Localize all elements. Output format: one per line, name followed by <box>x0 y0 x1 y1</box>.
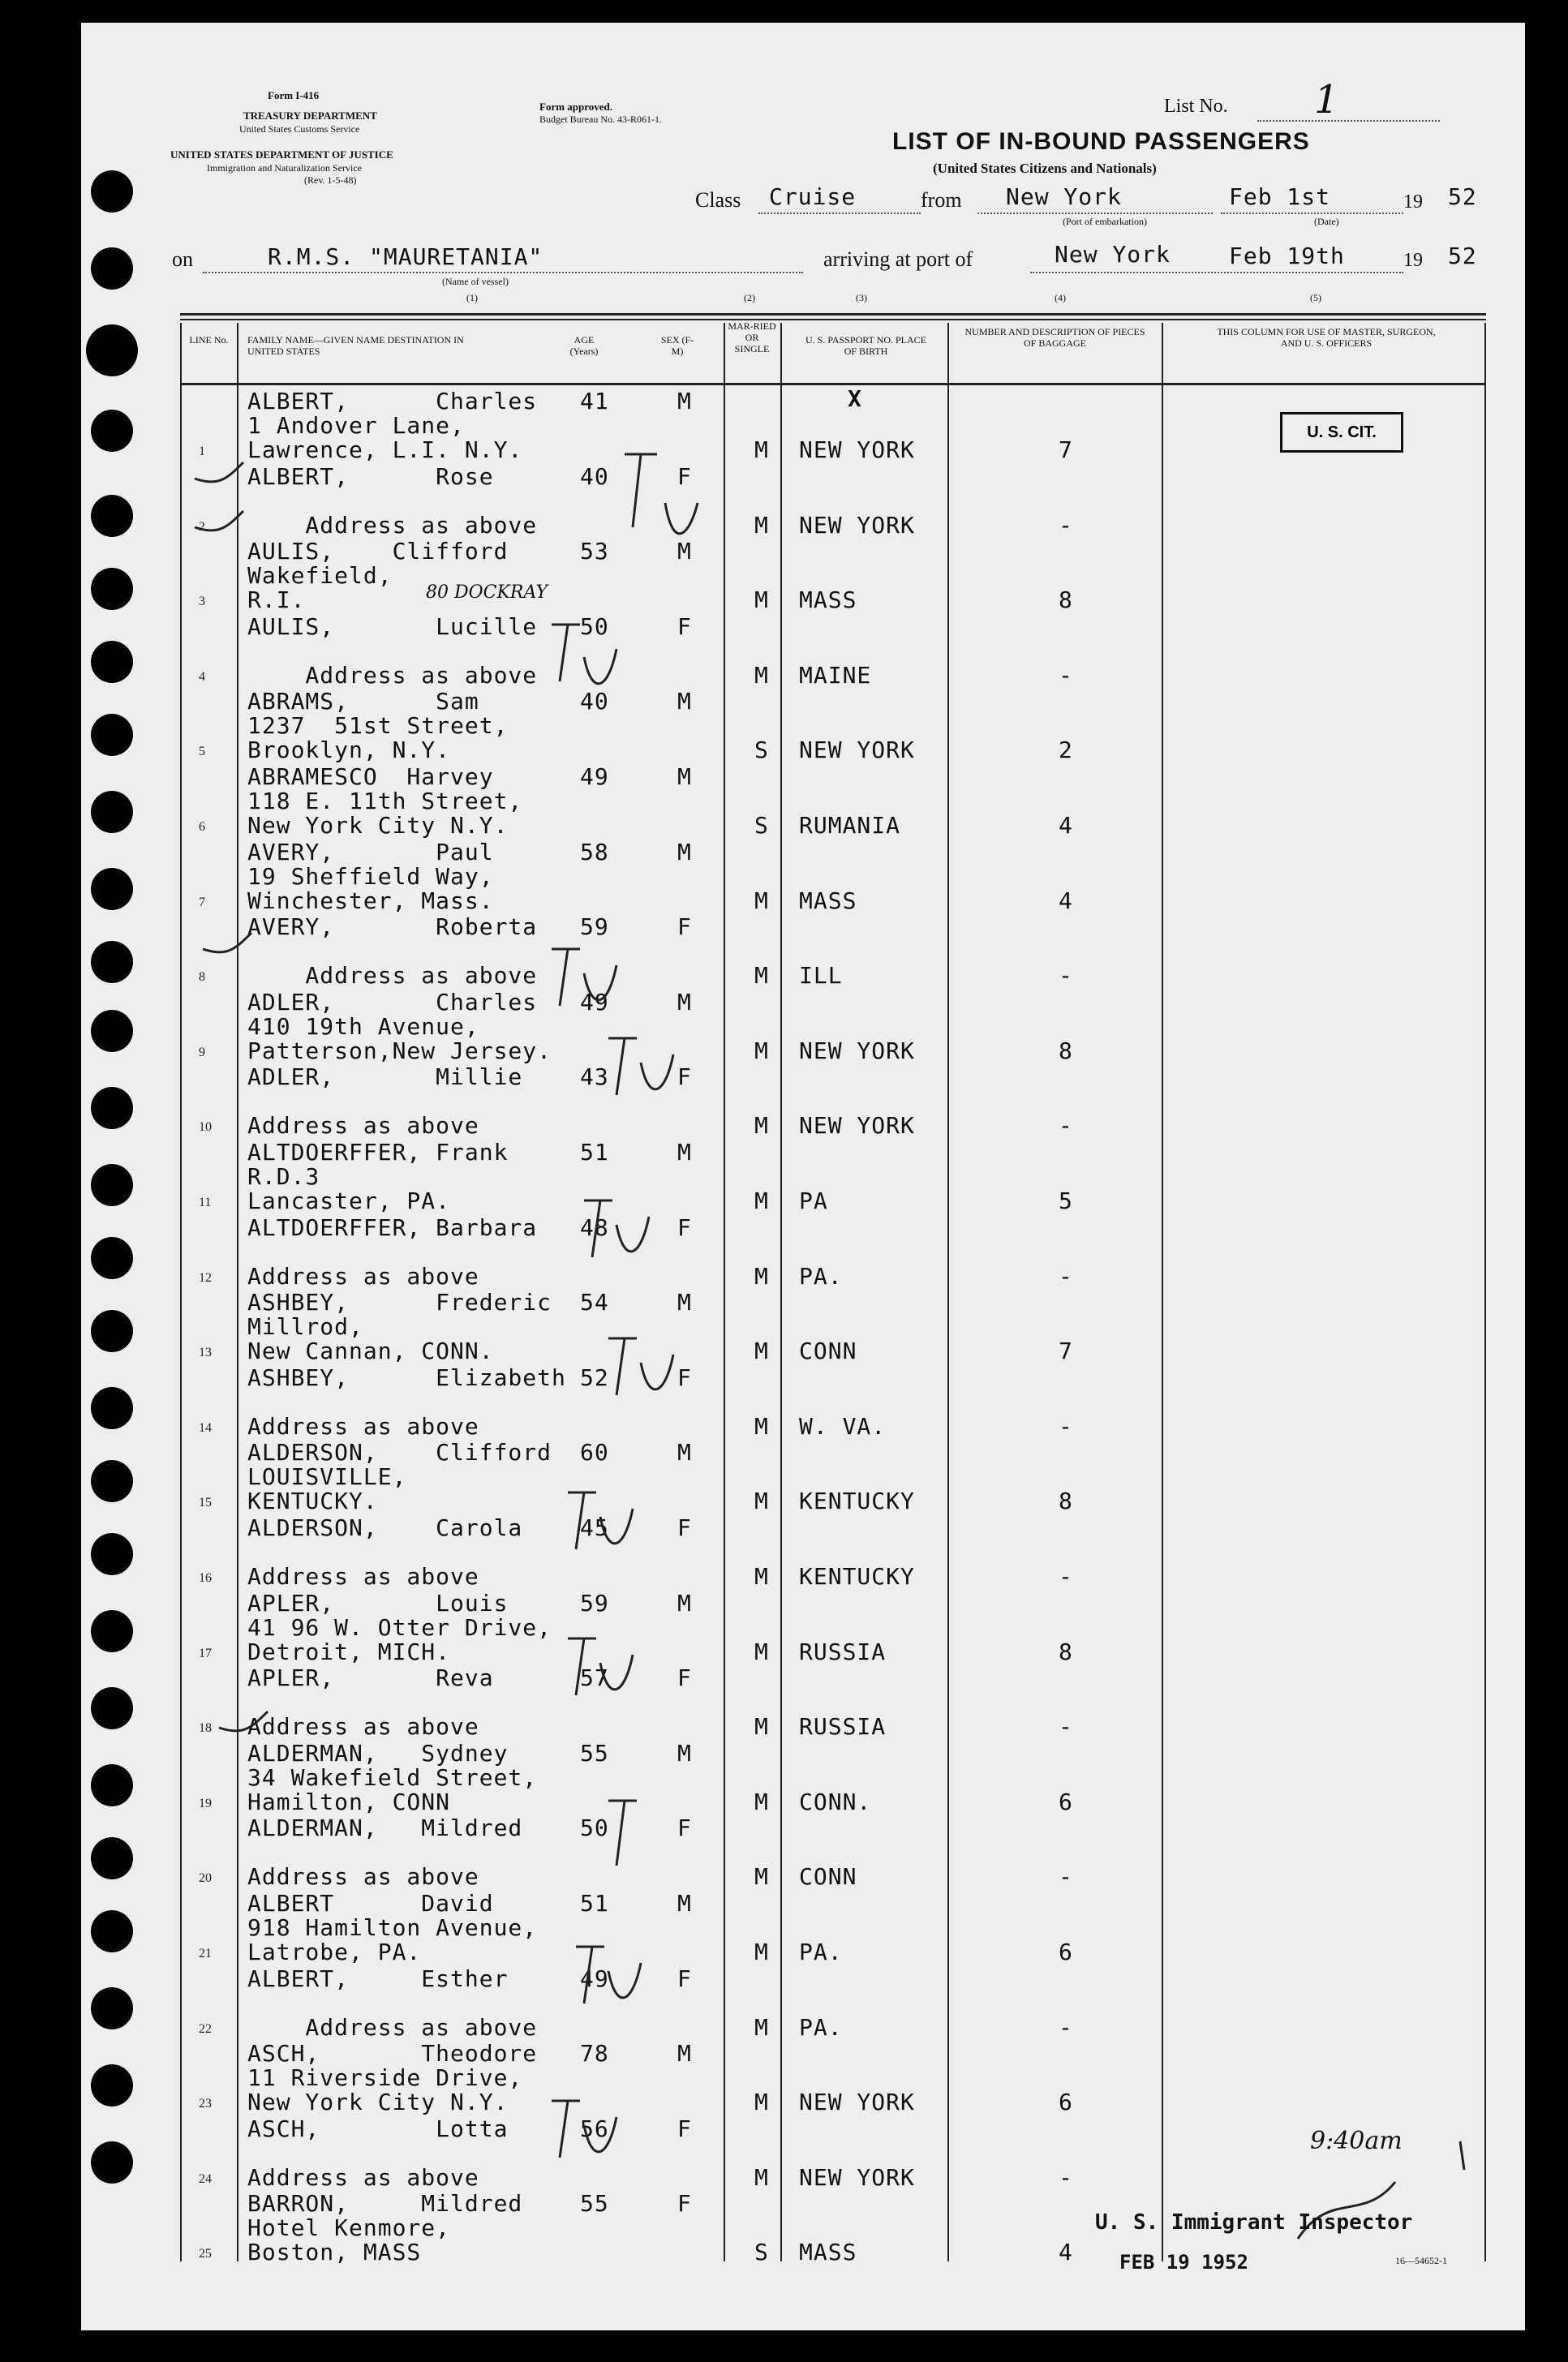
passenger-age: 49 <box>580 763 609 790</box>
baggage-count: 4 <box>1059 887 1073 914</box>
passenger-sex: M <box>677 1139 692 1166</box>
marital-status: M <box>754 1713 769 1741</box>
passenger-age: 48 <box>580 1213 609 1241</box>
birthplace: NEW YORK <box>799 2163 915 2191</box>
line-number: 13 <box>199 1346 212 1360</box>
baggage-count: - <box>1059 2163 1073 2191</box>
passenger-age: 51 <box>580 1890 609 1917</box>
address-line-2: Address as above <box>247 1412 479 1440</box>
line-number: 12 <box>199 1270 212 1285</box>
passenger-sex: F <box>677 1965 692 1992</box>
passenger-age: 59 <box>580 1589 609 1617</box>
passenger-age: 55 <box>580 2190 609 2218</box>
marital-status: M <box>754 586 769 614</box>
line-number: 16 <box>199 1571 212 1585</box>
passenger-name: ALDERMAN, Mildred <box>247 1814 523 1842</box>
address-line-1: Wakefield, <box>247 562 393 590</box>
from-label: from <box>921 188 962 212</box>
passenger-age: 40 <box>580 688 609 715</box>
line-number: 6 <box>199 820 205 834</box>
address-line-2: Address as above <box>247 1112 479 1140</box>
passenger-name: APLER, Louis <box>247 1589 509 1617</box>
col-number-4: (4) <box>1055 292 1066 303</box>
passenger-sex: M <box>677 388 692 414</box>
col-line-no: LINE No. <box>189 334 229 346</box>
address-line-2: Address as above <box>247 2013 538 2041</box>
passenger-name: ASHBEY, Elizabeth <box>247 1364 566 1391</box>
col-age: AGE (Years) <box>569 334 599 357</box>
list-number: 1 <box>1314 77 1339 122</box>
baggage-count: 8 <box>1059 1037 1073 1064</box>
passenger-name: ABRAMESCO Harvey <box>247 763 494 790</box>
birthplace: RUSSIA <box>799 1713 887 1741</box>
address-line-2: Address as above <box>247 1262 479 1290</box>
birthplace: ILL <box>799 962 843 990</box>
col-number-3: (3) <box>856 292 867 303</box>
address-line-2: Latrobe, PA. <box>247 1939 422 1965</box>
passenger-age: 49 <box>580 988 609 1016</box>
passenger-age: 52 <box>580 1364 609 1391</box>
baggage-count: 8 <box>1059 1488 1073 1515</box>
baggage-count: - <box>1059 2013 1073 2041</box>
passenger-sex: F <box>677 1213 692 1241</box>
address-line-1: 918 Hamilton Avenue, <box>247 1914 538 1941</box>
address-line-1: R.D.3 <box>247 1163 320 1190</box>
marital-status: M <box>754 661 769 689</box>
birthplace: RUMANIA <box>799 812 901 839</box>
list-number-label: List No. <box>1164 96 1228 117</box>
birthplace: NEW YORK <box>799 1112 915 1140</box>
immigration-service: Immigration and Naturalization Service <box>207 162 362 174</box>
passenger-name: ALBERT, Esther <box>247 1965 509 1992</box>
passenger-name: ALBERT, Rose <box>247 462 494 490</box>
birthplace: KENTUCKY <box>799 1488 915 1515</box>
from-port: New York <box>1006 183 1122 210</box>
form-revision: (Rev. 1-5-48) <box>304 174 357 186</box>
marital-status: M <box>754 1488 769 1515</box>
birthplace: MAINE <box>799 661 872 689</box>
address-line-1: 1 Andover Lane, <box>247 412 465 439</box>
passenger-age: 55 <box>580 1739 609 1767</box>
line-number: 19 <box>199 1796 212 1810</box>
passenger-name: ADLER, Millie <box>247 1063 523 1091</box>
col-married: MAR-RIED OR SINGLE <box>728 320 776 354</box>
col-name: FAMILY NAME—GIVEN NAME DESTINATION IN UNITED STATES <box>247 334 464 357</box>
marital-status: M <box>754 1112 769 1140</box>
passenger-age: 40 <box>580 462 609 490</box>
birthplace: NEW YORK <box>799 436 915 463</box>
address-line-2: Brooklyn, N.Y. <box>247 737 451 764</box>
birthplace: NEW YORK <box>799 1037 915 1064</box>
passenger-age: 51 <box>580 1139 609 1166</box>
birthplace: PA. <box>799 1939 843 1965</box>
marital-status: M <box>754 2089 769 2116</box>
passenger-sex: F <box>677 2115 692 2142</box>
passenger-name: BARRON, Mildred <box>247 2190 523 2218</box>
line-number: 7 <box>199 895 205 909</box>
arriving-label: arriving at port of <box>823 247 973 271</box>
line-number: 4 <box>199 669 205 684</box>
marital-status: M <box>754 2013 769 2041</box>
arrival-year-prefix: 19 <box>1403 250 1423 271</box>
passenger-sex: M <box>677 763 692 790</box>
passenger-name: ASHBEY, Frederic <box>247 1289 552 1316</box>
address-line-2: Address as above <box>247 1563 479 1590</box>
address-line-2: Detroit, MICH. <box>247 1638 451 1665</box>
line-number: 10 <box>199 1120 212 1135</box>
birthplace: MASS <box>799 2239 857 2266</box>
passenger-name: AVERY, Roberta <box>247 913 538 941</box>
passenger-sex: F <box>677 1514 692 1541</box>
line-number: 5 <box>199 745 205 759</box>
marital-status: M <box>754 436 769 463</box>
arrival-date: Feb 19th <box>1229 243 1345 269</box>
arrival-year: 52 <box>1448 243 1477 269</box>
passenger-age: 45 <box>580 1514 609 1541</box>
marital-status: M <box>754 1338 769 1365</box>
address-line-2: New York City N.Y. <box>247 812 509 839</box>
embark-note: (Port of embarkation) <box>1063 216 1147 227</box>
line-number: 25 <box>199 2247 212 2261</box>
baggage-count: - <box>1059 511 1073 539</box>
passenger-age: 49 <box>580 1965 609 1992</box>
birthplace: CONN <box>799 1338 857 1365</box>
address-line-2: New Cannan, CONN. <box>247 1338 494 1365</box>
date-stamp: FEB 19 1952 <box>1119 2251 1248 2274</box>
justice-department: UNITED STATES DEPARTMENT OF JUSTICE <box>170 148 393 161</box>
passenger-name: ADLER, Charles <box>247 988 538 1016</box>
passenger-age: 59 <box>580 913 609 941</box>
address-line-1: 410 19th Avenue, <box>247 1012 479 1040</box>
birthplace: W. VA. <box>799 1412 887 1440</box>
birthplace: MASS <box>799 586 857 614</box>
marital-status: M <box>754 1788 769 1815</box>
from-year-prefix: 19 <box>1403 191 1423 213</box>
marital-status: M <box>754 1412 769 1440</box>
birthplace: CONN. <box>799 1788 872 1815</box>
address-line-1: 41 96 W. Otter Drive, <box>247 1613 552 1641</box>
passenger-sex: M <box>677 538 692 565</box>
line-number: 20 <box>199 1871 212 1886</box>
passenger-sex: M <box>677 1589 692 1617</box>
col-number-2: (2) <box>744 292 755 303</box>
address-line-2: Address as above <box>247 661 538 689</box>
address-line-2: Address as above <box>247 962 538 990</box>
passenger-name: ASCH, Theodore <box>247 2040 538 2068</box>
marital-status: S <box>754 812 769 839</box>
address-line-2: Patterson,New Jersey. <box>247 1037 552 1064</box>
address-line-2: Winchester, Mass. <box>247 887 494 914</box>
baggage-count: - <box>1059 1112 1073 1140</box>
col-officers: THIS COLUMN FOR USE OF MASTER, SURGEON, AND U. S. OFFICERS <box>1217 326 1436 349</box>
from-date: Feb 1st <box>1229 183 1331 210</box>
address-line-1: 34 Wakefield Street, <box>247 1763 538 1791</box>
baggage-count: 8 <box>1059 586 1073 614</box>
marital-status: M <box>754 1638 769 1665</box>
from-year: 52 <box>1448 183 1477 210</box>
address-line-2: Address as above <box>247 2163 479 2191</box>
address-line-2: Address as above <box>247 1713 479 1741</box>
baggage-count: - <box>1059 1412 1073 1440</box>
passenger-name: ALTDOERFFER, Frank <box>247 1139 509 1166</box>
baggage-count: - <box>1059 1863 1073 1891</box>
passenger-age: 78 <box>580 2040 609 2068</box>
marital-status: S <box>754 737 769 764</box>
handwritten-address-note: 80 DOCKRAY <box>426 582 548 603</box>
passenger-age: 54 <box>580 1289 609 1316</box>
page-subtitle: (United States Citizens and Nationals) <box>933 161 1157 176</box>
line-number: 17 <box>199 1646 212 1660</box>
date-note: (Date) <box>1314 216 1339 227</box>
marital-status: M <box>754 1262 769 1290</box>
passenger-age: 60 <box>580 1439 609 1467</box>
address-line-2: R.I. <box>247 586 306 614</box>
passenger-sex: M <box>677 2040 692 2068</box>
baggage-count: 7 <box>1059 1338 1073 1365</box>
line-number: 9 <box>199 1045 205 1059</box>
us-citizen-stamp: U. S. CIT. <box>1280 412 1403 453</box>
line-number: 18 <box>199 1721 212 1736</box>
passport-check-mark: X <box>848 385 861 412</box>
marital-status: M <box>754 1863 769 1891</box>
passenger-name: AVERY, Paul <box>247 838 494 865</box>
baggage-count: - <box>1059 1563 1073 1590</box>
passenger-name: APLER, Reva <box>247 1664 494 1692</box>
passenger-sex: F <box>677 2190 692 2218</box>
marital-status: M <box>754 962 769 990</box>
baggage-count: - <box>1059 1262 1073 1290</box>
address-line-1: 118 E. 11th Street, <box>247 788 523 814</box>
birthplace: CONN <box>799 1863 857 1891</box>
baggage-count: 6 <box>1059 1788 1073 1815</box>
passenger-sex: M <box>677 838 692 865</box>
baggage-count: - <box>1059 661 1073 689</box>
budget-bureau: Budget Bureau No. 43-R061-1. <box>539 114 662 125</box>
vessel-note: (Name of vessel) <box>442 276 509 287</box>
passenger-name: ALBERT David <box>247 1890 494 1917</box>
passenger-sex: M <box>677 1739 692 1767</box>
passenger-sex: F <box>677 612 692 640</box>
line-number: 23 <box>199 2097 212 2111</box>
baggage-count: 7 <box>1059 436 1073 463</box>
on-label: on <box>172 247 193 271</box>
address-line-2: Address as above <box>247 1863 479 1891</box>
form-number: Form I-416 <box>268 89 320 101</box>
birthplace: PA. <box>799 1262 843 1290</box>
baggage-count: 4 <box>1059 812 1073 839</box>
passenger-name: ALTDOERFFER, Barbara <box>247 1213 538 1241</box>
passenger-sex: F <box>677 913 692 941</box>
passenger-sex: M <box>677 1289 692 1316</box>
passenger-name: AULIS, Clifford <box>247 538 509 565</box>
line-number: 3 <box>199 595 205 609</box>
passenger-name: ALDERSON, Clifford <box>247 1439 552 1467</box>
line-number: 15 <box>199 1496 212 1510</box>
marital-status: M <box>754 1187 769 1214</box>
line-number: 14 <box>199 1420 212 1435</box>
passenger-sex: M <box>677 988 692 1016</box>
address-line-2: Lawrence, L.I. N.Y. <box>247 436 523 463</box>
birthplace: NEW YORK <box>799 737 915 764</box>
passenger-age: 56 <box>580 2115 609 2142</box>
passenger-sex: M <box>677 1890 692 1917</box>
address-line-1: 11 Riverside Drive, <box>247 2064 523 2092</box>
page-title: LIST OF IN-BOUND PASSENGERS <box>892 128 1310 155</box>
passenger-sex: M <box>677 688 692 715</box>
baggage-count: - <box>1059 1713 1073 1741</box>
passenger-age: 50 <box>580 1814 609 1842</box>
passenger-name: ALBERT, Charles <box>247 388 538 414</box>
address-line-1: Millrod, <box>247 1313 363 1341</box>
address-line-1: LOUISVILLE, <box>247 1463 407 1491</box>
form-code: 16—54652-1 <box>1395 2255 1447 2266</box>
col-number-5: (5) <box>1310 292 1321 303</box>
address-line-2: Lancaster, PA. <box>247 1187 451 1214</box>
time-note: 9:40am <box>1310 2127 1403 2155</box>
col-number-1: (1) <box>466 292 478 303</box>
address-line-2: Address as above <box>247 511 538 539</box>
marital-status: M <box>754 2163 769 2191</box>
address-line-1: Hotel Kenmore, <box>247 2214 451 2242</box>
passenger-name: AULIS, Lucille <box>247 612 538 640</box>
marital-status: M <box>754 511 769 539</box>
marital-status: M <box>754 887 769 914</box>
marital-status: M <box>754 1563 769 1590</box>
col-baggage: NUMBER AND DESCRIPTION OF PIECES OF BAGGAGE <box>964 326 1145 349</box>
birthplace: KENTUCKY <box>799 1563 915 1590</box>
line-number: 22 <box>199 2021 212 2036</box>
address-line-1: 1237 51st Street, <box>247 712 509 740</box>
baggage-count: 6 <box>1059 2089 1073 2116</box>
birthplace: NEW YORK <box>799 2089 915 2116</box>
passenger-name: ALDERSON, Carola <box>247 1514 523 1541</box>
line-number: 1 <box>199 444 205 458</box>
marital-status: M <box>754 1939 769 1965</box>
passenger-age: 53 <box>580 538 609 565</box>
passenger-sex: F <box>677 1814 692 1842</box>
line-number: 24 <box>199 2171 212 2186</box>
address-line-2: KENTUCKY. <box>247 1488 378 1515</box>
passenger-age: 43 <box>580 1063 609 1091</box>
address-line-2: Hamilton, CONN <box>247 1788 451 1815</box>
passenger-age: 50 <box>580 612 609 640</box>
address-line-2: New York City N.Y. <box>247 2089 509 2116</box>
birthplace: RUSSIA <box>799 1638 887 1665</box>
address-line-1: 19 Sheffield Way, <box>247 862 494 890</box>
passenger-sex: F <box>677 1063 692 1091</box>
marital-status: M <box>754 1037 769 1064</box>
passenger-sex: F <box>677 462 692 490</box>
class-label: Class <box>695 188 741 212</box>
birthplace: NEW YORK <box>799 511 915 539</box>
address-line-2: Boston, MASS <box>247 2239 422 2266</box>
passenger-sex: M <box>677 1439 692 1467</box>
line-number: 2 <box>199 519 205 534</box>
birthplace: PA <box>799 1187 828 1214</box>
passenger-age: 58 <box>580 838 609 865</box>
treasury-department: TREASURY DEPARTMENT <box>243 110 377 122</box>
passenger-name: ABRAMS, Sam <box>247 688 479 715</box>
arrival-port: New York <box>1055 241 1171 268</box>
baggage-count: 8 <box>1059 1638 1073 1665</box>
baggage-count: - <box>1059 962 1073 990</box>
inspector-signature-label: U. S. Immigrant Inspector <box>1095 2210 1413 2235</box>
baggage-count: 4 <box>1059 2239 1073 2266</box>
class-value: Cruise <box>769 183 857 210</box>
passenger-name: ALDERMAN, Sydney <box>247 1739 509 1767</box>
passenger-age: 41 <box>580 388 609 414</box>
baggage-count: 5 <box>1059 1187 1073 1214</box>
baggage-count: 2 <box>1059 737 1073 764</box>
birthplace: PA. <box>799 2013 843 2041</box>
baggage-count: 6 <box>1059 1939 1073 1965</box>
line-number: 21 <box>199 1947 212 1960</box>
col-passport-birthplace: U. S. PASSPORT NO. PLACE OF BIRTH <box>805 334 926 357</box>
line-number: 11 <box>199 1196 212 1209</box>
marital-status: S <box>754 2239 769 2266</box>
col-sex: SEX (F-M) <box>660 334 694 357</box>
passenger-name: ASCH, Lotta <box>247 2115 509 2142</box>
line-number: 8 <box>199 970 205 985</box>
passenger-sex: F <box>677 1664 692 1692</box>
form-approved: Form approved. <box>539 101 613 113</box>
customs-service: United States Customs Service <box>239 123 360 135</box>
passenger-sex: F <box>677 1364 692 1391</box>
vessel-name: R.M.S. "MAURETANIA" <box>268 243 543 270</box>
passenger-age: 57 <box>580 1664 609 1692</box>
birthplace: MASS <box>799 887 857 914</box>
